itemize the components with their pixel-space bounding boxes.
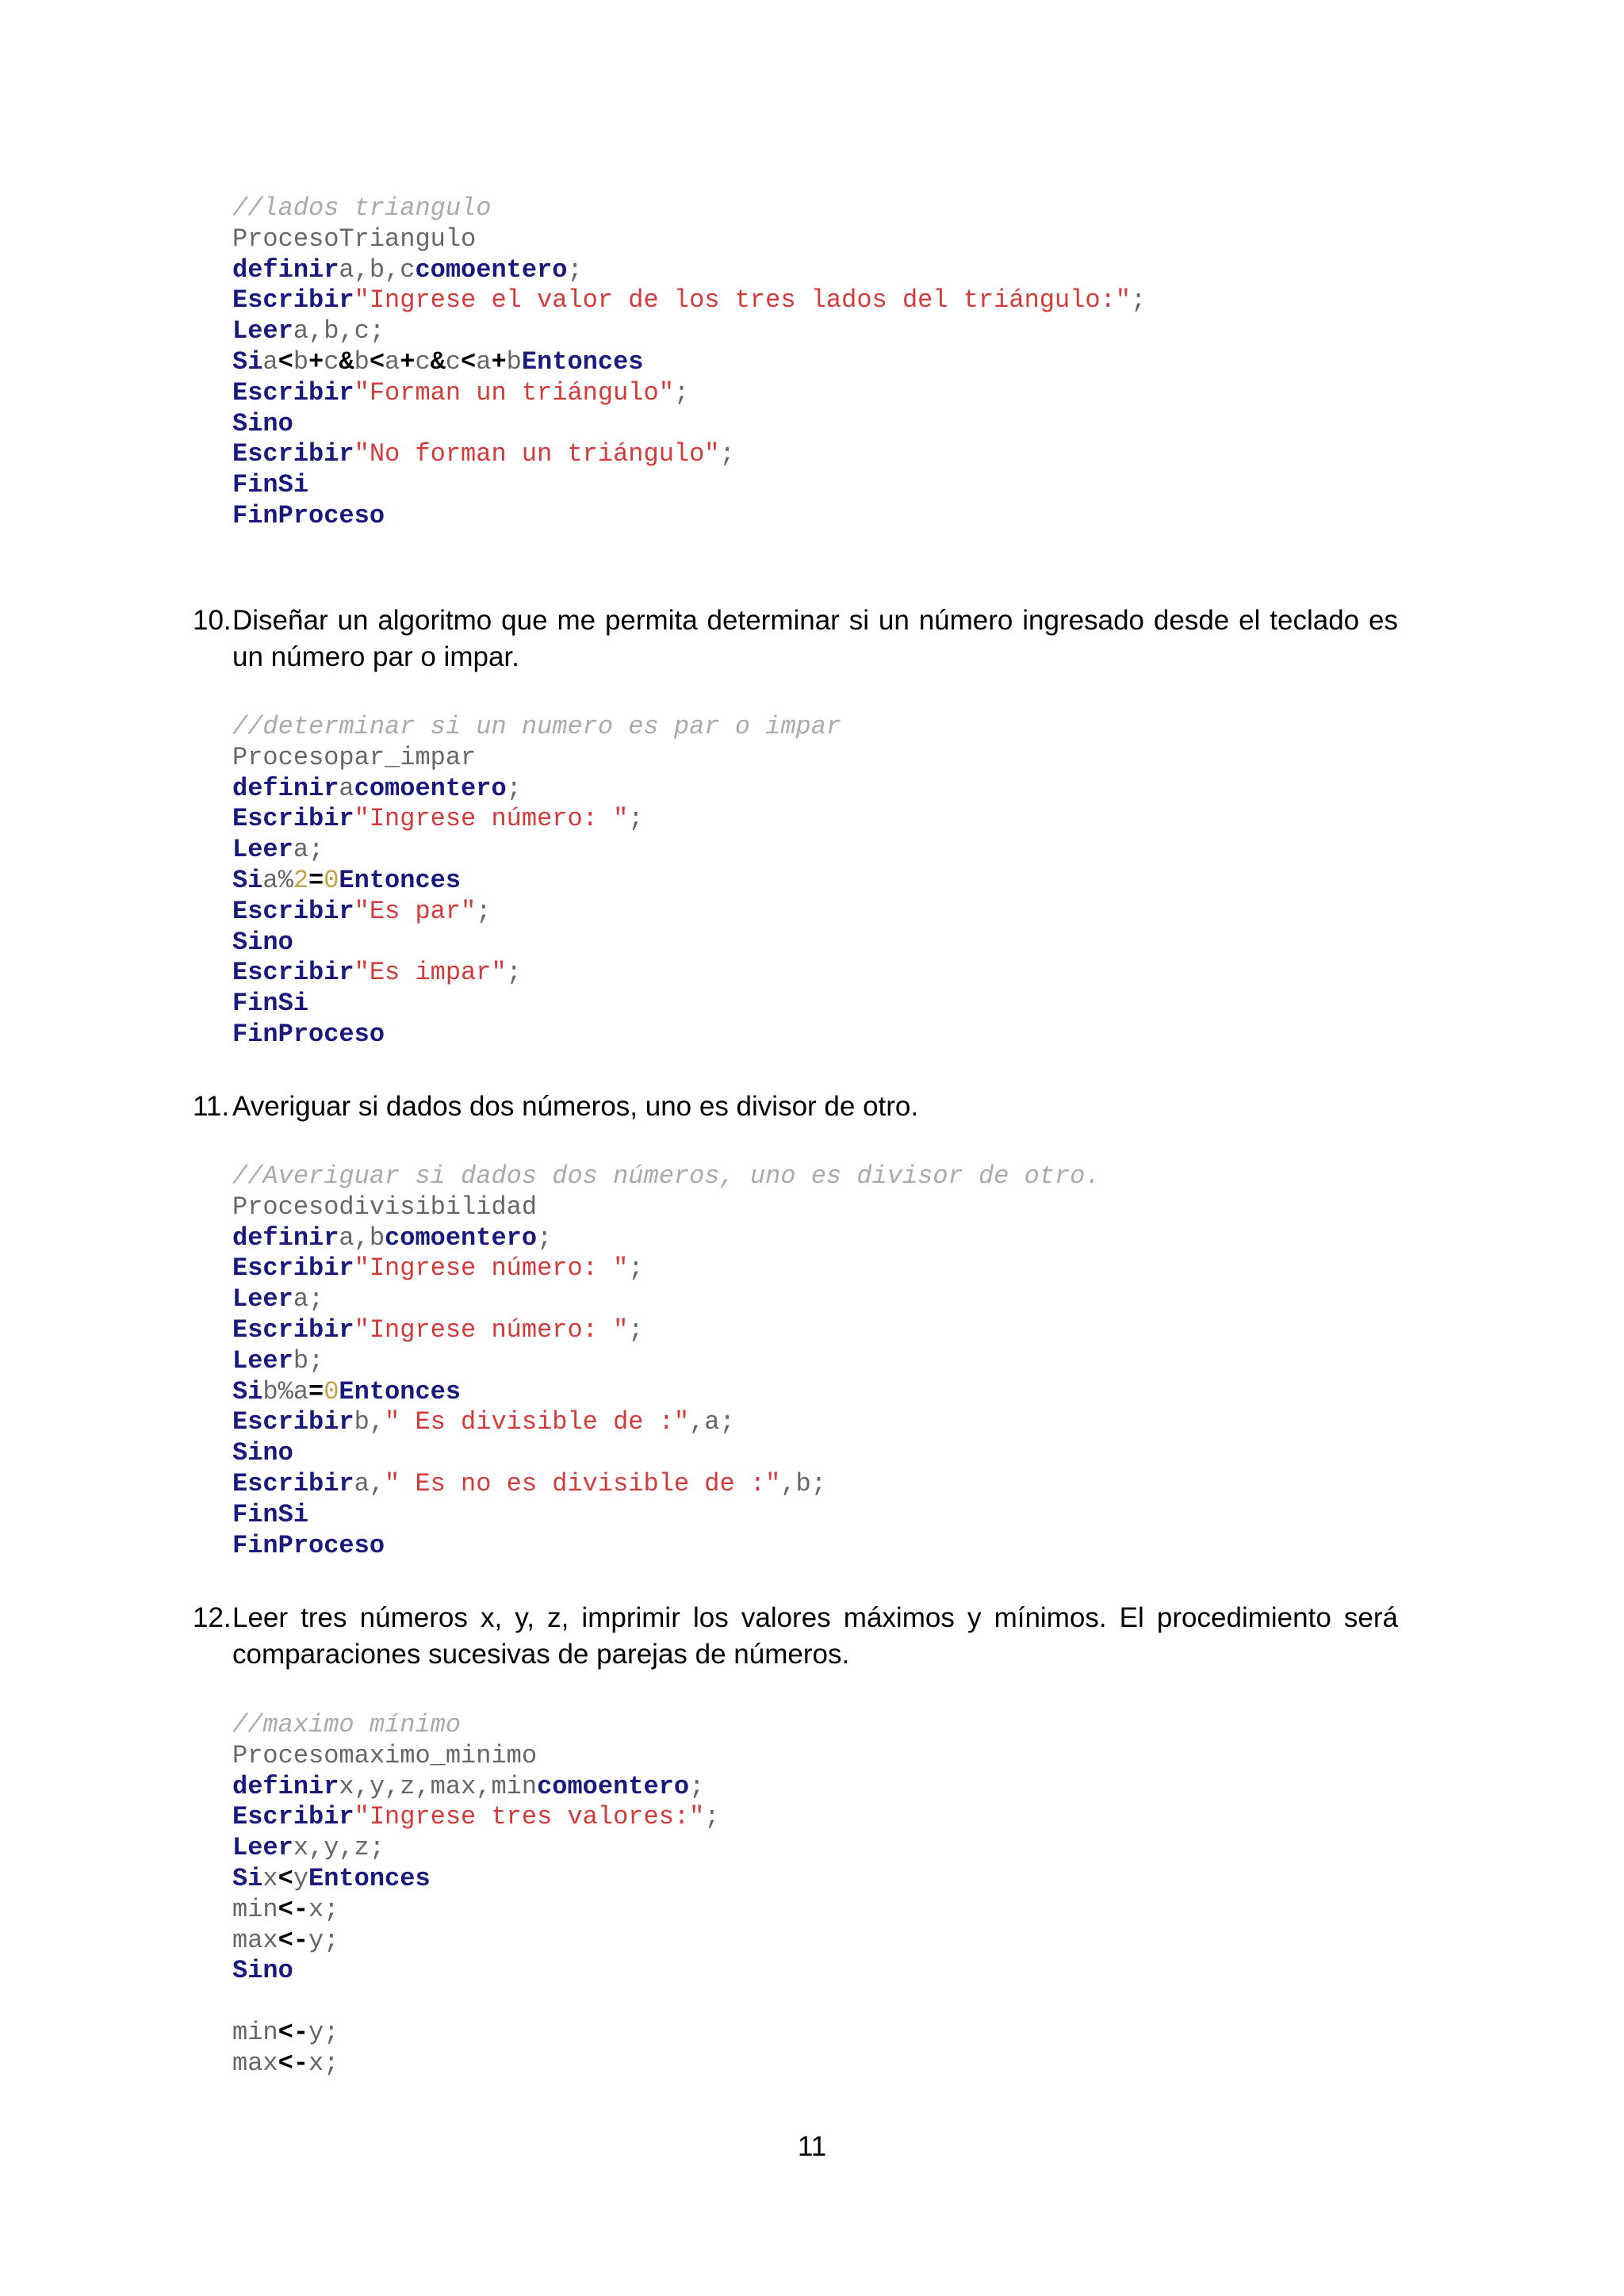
code-comment: //determinar si un numero es par o impar bbox=[232, 712, 842, 741]
code-text: max bbox=[232, 2048, 278, 2078]
code-text: Procesodivisibilidad bbox=[232, 1192, 538, 1222]
code-keyword: Sino bbox=[232, 408, 293, 438]
code-keyword: Si bbox=[232, 1863, 263, 1893]
code-string: "Ingrese número: " bbox=[354, 1253, 629, 1284]
code-keyword: FinSi bbox=[232, 470, 309, 500]
code-line bbox=[232, 378, 1146, 409]
code-triangulo-block bbox=[232, 193, 1146, 532]
code-line bbox=[232, 224, 1146, 255]
code-keyword: Leer bbox=[232, 835, 293, 865]
code-keyword: FinProceso bbox=[232, 1530, 385, 1560]
code-text: ; bbox=[628, 1253, 644, 1284]
code-text: a, bbox=[354, 1468, 385, 1498]
code-line bbox=[232, 255, 1146, 286]
code-keyword: Escribir bbox=[232, 896, 354, 926]
code-text: b%a bbox=[262, 1376, 309, 1406]
code-keyword: comoentero bbox=[385, 1223, 538, 1253]
code-keyword: Si bbox=[232, 1376, 263, 1406]
code-text: ; bbox=[628, 1314, 644, 1345]
code-keyword: Escribir bbox=[232, 285, 354, 316]
code-operator: = bbox=[308, 865, 324, 895]
code-keyword: Si bbox=[232, 346, 263, 377]
code-keyword: Leer bbox=[232, 1345, 293, 1376]
code-operator: < bbox=[278, 346, 293, 377]
code-keyword: comoentero bbox=[354, 773, 507, 803]
code-text: a bbox=[476, 346, 492, 377]
list-number: 10. bbox=[193, 605, 232, 636]
code-text: ; bbox=[704, 1802, 720, 1832]
code-line bbox=[232, 1772, 720, 1803]
code-keyword: Leer bbox=[232, 316, 293, 346]
code-comment: //Averiguar si dados dos números, uno es divisor de otro. bbox=[232, 1161, 1101, 1191]
code-line bbox=[232, 316, 1146, 347]
code-line bbox=[232, 928, 841, 959]
code-operator: & bbox=[430, 346, 446, 377]
code-operator: & bbox=[339, 346, 354, 377]
code-line bbox=[232, 866, 841, 897]
code-text: b bbox=[293, 346, 309, 377]
code-keyword: Sino bbox=[232, 1956, 293, 1986]
code-comment: //lados triangulo bbox=[232, 193, 492, 223]
code-par-impar-block bbox=[232, 712, 841, 1050]
code-number: 0 bbox=[324, 865, 339, 895]
code-string: "Ingrese número: " bbox=[354, 1314, 629, 1345]
code-keyword: FinSi bbox=[232, 1499, 309, 1529]
code-keyword: comoentero bbox=[415, 254, 568, 285]
code-number: 0 bbox=[324, 1376, 339, 1406]
code-text: a; bbox=[293, 1284, 324, 1314]
code-text: ; bbox=[673, 377, 690, 408]
list-number: 12. bbox=[193, 1602, 232, 1633]
code-number: 2 bbox=[293, 865, 309, 895]
code-line bbox=[232, 958, 841, 989]
code-string: "Ingrese número: " bbox=[354, 804, 629, 834]
code-line bbox=[232, 804, 841, 835]
code-keyword: Escribir bbox=[232, 958, 354, 988]
code-text: a; bbox=[293, 835, 324, 865]
code-keyword: Entonces bbox=[339, 1376, 462, 1406]
code-text: max bbox=[232, 1925, 278, 1955]
code-operator: <- bbox=[278, 2017, 309, 2047]
code-text: x; bbox=[308, 2048, 339, 2078]
code-text: a bbox=[262, 346, 278, 377]
code-string: "Ingrese tres valores:" bbox=[354, 1802, 705, 1832]
code-text: b, bbox=[354, 1407, 385, 1437]
code-line bbox=[232, 1926, 720, 1957]
code-text: ; bbox=[476, 896, 492, 926]
item-10 bbox=[193, 603, 1398, 675]
code-string: " Es no es divisible de :" bbox=[385, 1468, 781, 1498]
code-text: a,b,c bbox=[339, 254, 416, 285]
code-line bbox=[232, 1253, 1101, 1284]
code-line bbox=[232, 1531, 1101, 1562]
code-text: a bbox=[339, 773, 354, 803]
code-keyword: definir bbox=[232, 1771, 339, 1801]
code-line bbox=[232, 1020, 841, 1050]
code-operator: + bbox=[308, 346, 324, 377]
code-text: ; bbox=[1130, 285, 1147, 316]
code-operator: + bbox=[400, 346, 416, 377]
code-text: ; bbox=[628, 804, 644, 834]
code-keyword: Leer bbox=[232, 1833, 293, 1863]
code-text: b bbox=[354, 346, 370, 377]
code-line bbox=[232, 1284, 1101, 1315]
code-text: ,a; bbox=[689, 1407, 735, 1437]
code-text: min bbox=[232, 2017, 278, 2047]
code-text: c bbox=[445, 346, 462, 377]
code-text: ProcesoTriangulo bbox=[232, 224, 477, 254]
code-keyword: Escribir bbox=[232, 804, 354, 834]
code-line bbox=[232, 1710, 720, 1741]
code-text: a,b bbox=[339, 1223, 385, 1253]
code-operator: < bbox=[461, 346, 477, 377]
code-string: "Es par" bbox=[354, 896, 477, 926]
code-line bbox=[232, 1500, 1101, 1531]
code-text: y bbox=[293, 1863, 309, 1893]
code-keyword: FinSi bbox=[232, 989, 309, 1019]
code-keyword: definir bbox=[232, 773, 339, 803]
code-line bbox=[232, 501, 1146, 532]
code-operator: = bbox=[308, 1376, 324, 1406]
code-text: ; bbox=[689, 1771, 705, 1801]
code-text: c bbox=[324, 346, 339, 377]
code-line bbox=[232, 1833, 720, 1864]
code-line bbox=[232, 1223, 1101, 1254]
code-line bbox=[232, 1192, 1101, 1223]
code-keyword: Escribir bbox=[232, 1802, 354, 1832]
code-keyword: Sino bbox=[232, 927, 293, 957]
exercise-statement: Leer tres números x, y, z, imprimir los valores máximos y mínimos. El procedimiento será comparaciones sucesivas de parejas de números. bbox=[232, 1602, 1398, 1670]
code-keyword: Escribir bbox=[232, 1468, 354, 1498]
code-comment: //maximo mínimo bbox=[232, 1710, 462, 1739]
code-keyword: Entonces bbox=[308, 1863, 431, 1893]
code-string: " Es divisible de :" bbox=[385, 1407, 690, 1437]
code-operator: <- bbox=[278, 1925, 309, 1955]
code-operator: < bbox=[278, 1863, 293, 1893]
code-line bbox=[232, 1407, 1101, 1438]
code-keyword: Escribir bbox=[232, 377, 354, 408]
item-12 bbox=[193, 1600, 1398, 1673]
code-keyword: Entonces bbox=[521, 346, 644, 377]
code-text: a bbox=[385, 346, 400, 377]
code-line bbox=[232, 1895, 720, 1926]
code-text: ; bbox=[567, 254, 583, 285]
page-number: 11 bbox=[797, 2131, 827, 2162]
code-line bbox=[232, 470, 1146, 501]
code-text: x bbox=[262, 1863, 278, 1893]
code-line bbox=[232, 1987, 720, 2018]
code-operator: + bbox=[491, 346, 507, 377]
code-keyword: Entonces bbox=[339, 865, 462, 895]
code-string: "No forman un triángulo" bbox=[354, 439, 720, 469]
code-keyword: Escribir bbox=[232, 1314, 354, 1345]
item-11 bbox=[193, 1089, 1398, 1125]
code-text: y; bbox=[308, 2017, 339, 2047]
code-text: b; bbox=[293, 1345, 324, 1376]
code-line bbox=[232, 2018, 720, 2049]
code-text: ,b; bbox=[780, 1468, 826, 1498]
code-text: x; bbox=[308, 1894, 339, 1924]
code-line bbox=[232, 347, 1146, 378]
code-keyword: comoentero bbox=[537, 1771, 690, 1801]
code-line bbox=[232, 1864, 720, 1895]
code-line bbox=[232, 1802, 720, 1833]
list-number: 11. bbox=[193, 1091, 230, 1122]
code-text: x,y,z; bbox=[293, 1833, 385, 1863]
code-keyword: FinProceso bbox=[232, 500, 385, 530]
exercise-statement: Averiguar si dados dos números, uno es divisor de otro. bbox=[232, 1091, 919, 1122]
code-line bbox=[232, 1161, 1101, 1192]
code-keyword: Escribir bbox=[232, 1253, 354, 1284]
code-keyword: Si bbox=[232, 865, 263, 895]
code-text: ; bbox=[719, 439, 735, 469]
code-keyword: FinProceso bbox=[232, 1019, 385, 1049]
code-line bbox=[232, 1741, 720, 1772]
exercise-statement: Diseñar un algoritmo que me permita determinar si un número ingresado desde el teclado es un número par o impar. bbox=[232, 605, 1398, 672]
code-text: ; bbox=[506, 958, 522, 988]
code-keyword: Escribir bbox=[232, 439, 354, 469]
code-text: ; bbox=[506, 773, 522, 803]
code-string: "Ingrese el valor de los tres lados del triángulo:" bbox=[354, 285, 1131, 316]
code-keyword: Escribir bbox=[232, 1407, 354, 1437]
code-text: Procesomaximo_minimo bbox=[232, 1740, 538, 1770]
code-line bbox=[232, 835, 841, 866]
code-maximo-minimo-block bbox=[232, 1710, 720, 2080]
code-text: c bbox=[415, 346, 431, 377]
code-line bbox=[232, 1346, 1101, 1377]
code-line bbox=[232, 1438, 1101, 1469]
code-line bbox=[232, 1377, 1101, 1408]
code-line bbox=[232, 1956, 720, 1987]
code-line bbox=[232, 1315, 1101, 1346]
code-line bbox=[232, 2049, 720, 2080]
code-string: "Es impar" bbox=[354, 958, 507, 988]
code-text: min bbox=[232, 1894, 278, 1924]
code-string: "Forman un triángulo" bbox=[354, 377, 674, 408]
code-line bbox=[232, 989, 841, 1020]
code-text: b bbox=[506, 346, 522, 377]
code-operator: < bbox=[369, 346, 385, 377]
code-operator: <- bbox=[278, 1894, 309, 1924]
code-text: y; bbox=[308, 1925, 339, 1955]
code-line bbox=[232, 897, 841, 928]
code-line bbox=[232, 774, 841, 805]
code-keyword: Leer bbox=[232, 1284, 293, 1314]
code-keyword: definir bbox=[232, 1223, 339, 1253]
code-operator: <- bbox=[278, 2048, 309, 2078]
code-line bbox=[232, 712, 841, 743]
code-divisibilidad-block bbox=[232, 1161, 1101, 1561]
code-line bbox=[232, 285, 1146, 316]
code-line bbox=[232, 193, 1146, 224]
code-keyword: definir bbox=[232, 254, 339, 285]
code-line bbox=[232, 409, 1146, 440]
code-line bbox=[232, 439, 1146, 470]
code-text: a% bbox=[262, 865, 293, 895]
code-text: a,b,c; bbox=[293, 316, 385, 346]
code-text: x,y,z,max,min bbox=[339, 1771, 538, 1801]
code-text: ; bbox=[537, 1223, 553, 1253]
code-keyword: Sino bbox=[232, 1438, 293, 1468]
code-line bbox=[232, 1469, 1101, 1500]
code-text: Procesopar_impar bbox=[232, 742, 477, 772]
code-line bbox=[232, 743, 841, 774]
